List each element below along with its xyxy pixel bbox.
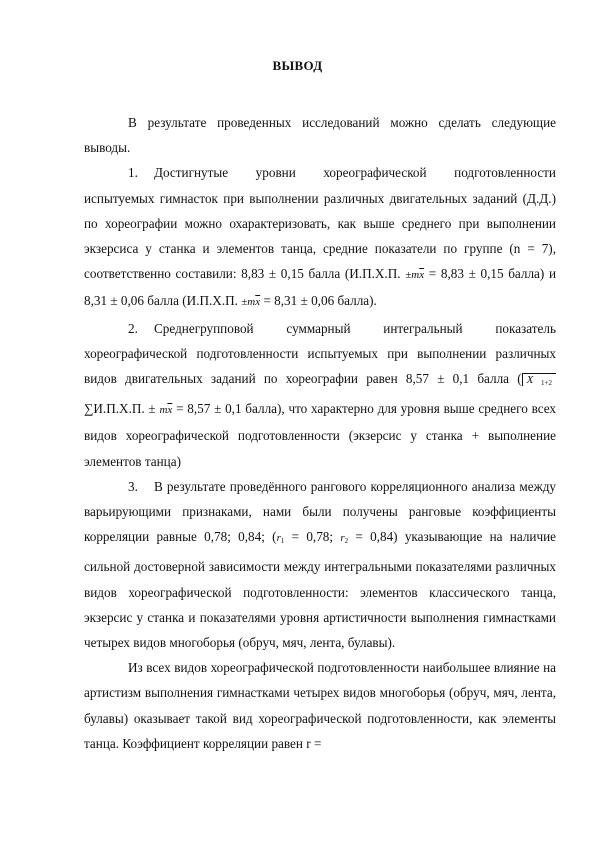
item-text: В результате проведённого рангового корреляционного анализа между варьирующими признаками, нами были получены ранговые коэффициенты корреляции равные 0,78; 0,84;: [84, 478, 556, 545]
page-title: ВЫВОД: [272, 58, 323, 73]
conclusion-item-1: [84, 160, 556, 315]
intro-paragraph: В результате проведенных исследований можно сделать следующие выводы.: [84, 115, 556, 156]
item-text: ∑И.П.Х.П. ±: [84, 401, 156, 417]
item-text: = 8,83 ± 0,15 балла) и 8,31 ± 0,06 балла (И.П.Х.П.: [84, 266, 557, 309]
conclusion-item-3: [84, 474, 556, 655]
item-text: = 0,84) указывающие на наличие сильной достоверной зависимости между интегральными показателями различных видов хореографической подготовленности: элементов классического танца, экзерсис у станка и показателями уровня артистичности выполнения гимнастками четырех видов многоборья (обруч, мяч, лента, булавы).: [84, 529, 557, 651]
formula-mx: $\pm m\overline{x}$: [241, 296, 261, 309]
formula-mx: $m\overline{x}$: [159, 404, 173, 417]
item-text: Среднегрупповой суммарный интегральный показатель хореографической подготовленности испытуемых при выполнении различных видов двигательных заданий по хореографии равен 8,57 ± 0,1 балла (: [84, 320, 556, 387]
item-number: 2.: [128, 320, 138, 336]
formula-r2: $r_2$: [340, 532, 349, 546]
closing-paragraph: Из всех видов хореографической подготовленности наибольшее влияние на артистизм выполнения гимнастками четырех видов многоборья (обруч, мяч, лента, булавы) оказывает такой вид хореографической подготовленности, как элементы танца. Коэффициент корреляции равен r =: [84, 660, 556, 751]
conclusion-item-2: [84, 316, 556, 474]
item-number: 3.: [128, 478, 138, 494]
item-text: Достигнутые уровни хореографической подготовленности испытуемых гимнасток при выполнении различных двигательных заданий (Д.Д.) по хореографии можно охарактеризовать, как выше среднего при выполнении экзерсиса у станка и элементов танца, средние показатели по группе (n = 7), соответственно составили: 8,83 ± 0,15 балла (И.П.Х.П.: [84, 165, 556, 282]
paren-open: (: [272, 529, 277, 545]
item-text: = 8,31 ± 0,06 балла).: [263, 293, 377, 309]
formula-r1: $r_1$: [276, 532, 285, 546]
item-text: = 8,57 ± 0,1 балла), что характерно для уровня выше среднего всех видов хореографической подготовленности (экзерсис у станка + выполнение элементов танца): [84, 401, 557, 469]
formula-mx: $\pm m\overline{x}$: [405, 269, 425, 282]
item-text: = 0,78;: [291, 529, 334, 545]
item-number: 1.: [128, 165, 138, 181]
document-body: [84, 110, 556, 756]
formula-x-sum: X $_{1+2}$: [522, 373, 556, 386]
